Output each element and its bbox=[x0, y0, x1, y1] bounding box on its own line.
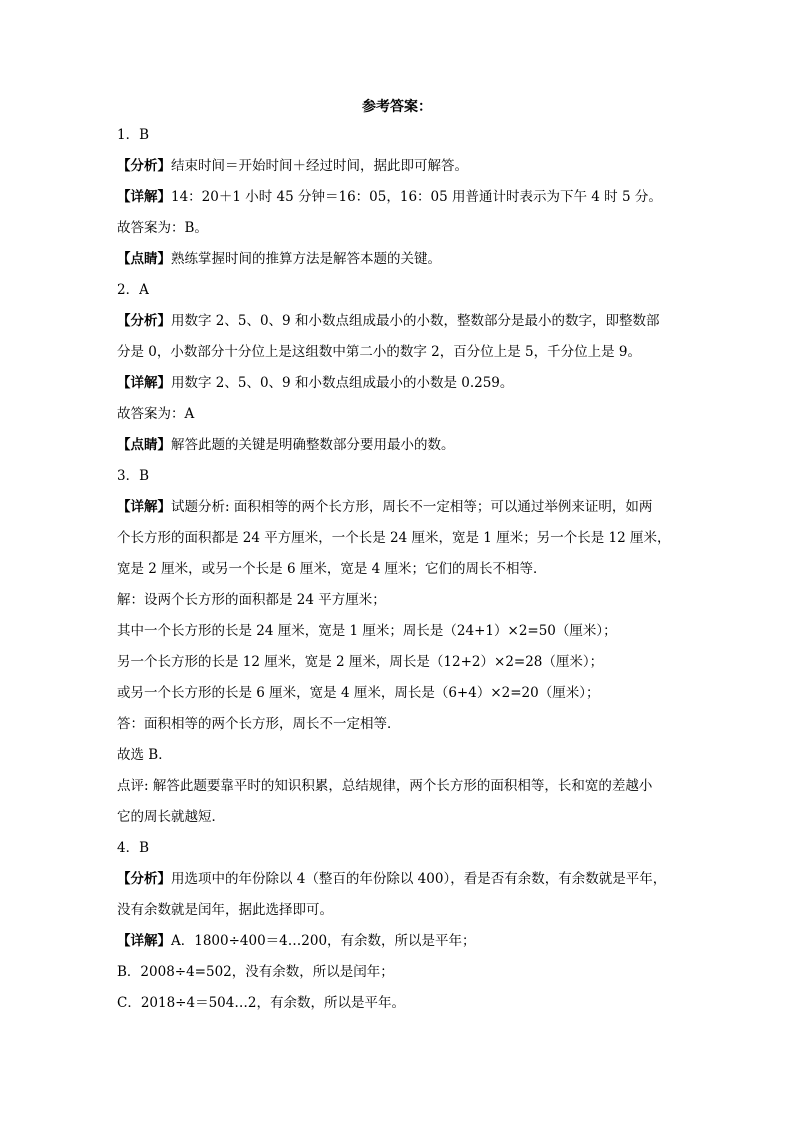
text-line bbox=[117, 430, 687, 461]
line-text: 它的周长就越短． bbox=[117, 809, 225, 825]
text-line bbox=[117, 306, 687, 337]
text-line bbox=[117, 554, 687, 585]
text-line bbox=[117, 244, 687, 275]
text-line bbox=[117, 678, 687, 709]
line-text: 点评: 解答此题要靠平时的知识积累，总结规律，两个长方形的面积相等，长和宽的差越小 bbox=[117, 778, 653, 794]
line-text: 另一个长方形的长是 12 厘米，宽是 2 厘米，周长是（12+2）×2=28（厘米）； bbox=[117, 654, 604, 670]
line-text: 个长方形的面积都是 24 平方厘米，一个长是 24 厘米，宽是 1 厘米；另一个长是 12 厘米， bbox=[117, 530, 671, 546]
section-tag: 【详解】 bbox=[117, 499, 171, 515]
text-line bbox=[117, 740, 687, 771]
section-tag: 【点睛】 bbox=[117, 437, 171, 453]
text-line bbox=[117, 895, 687, 926]
line-text: 14：20＋1 小时 45 分钟＝16：05，16：05 用普通计时表示为下午 4 时 5 分。 bbox=[171, 189, 662, 205]
line-text: 结束时间＝开始时间＋经过时间，据此即可解答。 bbox=[171, 158, 468, 174]
line-text: 试题分析: 面积相等的两个长方形，周长不一定相等；可以通过举例来证明，如两 bbox=[171, 499, 653, 515]
page-title: 参考答案： bbox=[362, 99, 432, 115]
text-line bbox=[117, 461, 687, 492]
text-line bbox=[117, 802, 687, 833]
answer-content bbox=[117, 120, 687, 1019]
text-line bbox=[117, 585, 687, 616]
text-line bbox=[117, 213, 687, 244]
text-line bbox=[117, 616, 687, 647]
line-text: 故选 B． bbox=[117, 747, 172, 763]
line-text: B．2008÷4=502，没有余数，所以是闰年； bbox=[117, 964, 394, 980]
line-text: 用数字 2、5、0、9 和小数点组成最小的小数是 0.259。 bbox=[171, 375, 514, 391]
line-text: A．1800÷400＝4…200，有余数，所以是平年； bbox=[171, 933, 476, 949]
line-text: 没有余数就是闰年，据此选择即可。 bbox=[117, 902, 333, 918]
section-tag: 【分析】 bbox=[117, 158, 171, 174]
line-text: 3．B bbox=[117, 468, 150, 484]
text-line bbox=[117, 926, 687, 957]
text-line bbox=[117, 523, 687, 554]
text-line bbox=[117, 988, 687, 1019]
section-tag: 【分析】 bbox=[117, 313, 171, 329]
text-line bbox=[117, 771, 687, 802]
line-text: 故答案为：A bbox=[117, 406, 195, 422]
section-tag: 【详解】 bbox=[117, 933, 171, 949]
section-tag: 【详解】 bbox=[117, 189, 171, 205]
text-line bbox=[117, 275, 687, 306]
section-tag: 【分析】 bbox=[117, 871, 171, 887]
line-text: 用数字 2、5、0、9 和小数点组成最小的小数，整数部分是最小的数字，即整数部 bbox=[171, 313, 660, 329]
text-line bbox=[117, 337, 687, 368]
text-line bbox=[117, 957, 687, 988]
text-line bbox=[117, 864, 687, 895]
line-text: 故答案为：B。 bbox=[117, 220, 208, 236]
line-text: 或另一个长方形的长是 6 厘米，宽是 4 厘米，周长是（6+4）×2=20（厘米）； bbox=[117, 685, 600, 701]
line-text: 1．B bbox=[117, 127, 150, 143]
text-line bbox=[117, 151, 687, 182]
section-tag: 【点睛】 bbox=[117, 251, 171, 267]
line-text: 熟练掌握时间的推算方法是解答本题的关键。 bbox=[171, 251, 441, 267]
line-text: 用选项中的年份除以 4（整百的年份除以 400），看是否有余数，有余数就是平年， bbox=[171, 871, 667, 887]
line-text: 解：设两个长方形的面积都是 24 平方厘米； bbox=[117, 592, 386, 608]
line-text: 4．B bbox=[117, 840, 150, 856]
line-text: 解答此题的关键是明确整数部分要用最小的数。 bbox=[171, 437, 455, 453]
line-text: 2．A bbox=[117, 282, 149, 298]
section-tag: 【详解】 bbox=[117, 375, 171, 391]
text-line bbox=[117, 833, 687, 864]
line-text: C．2018÷4＝504…2，有余数，所以是平年。 bbox=[117, 995, 405, 1011]
line-text: 分是 0，小数部分十分位上是这组数中第二小的数字 2，百分位上是 5，千分位上是 9。 bbox=[117, 344, 642, 360]
text-line bbox=[117, 399, 687, 430]
line-text: 其中一个长方形的长是 24 厘米，宽是 1 厘米；周长是（24+1）×2=50（厘米）； bbox=[117, 623, 617, 639]
text-line bbox=[117, 709, 687, 740]
text-line bbox=[117, 492, 687, 523]
text-line bbox=[117, 182, 687, 213]
text-line bbox=[117, 368, 687, 399]
text-line bbox=[117, 647, 687, 678]
text-line bbox=[117, 120, 687, 151]
line-text: 宽是 2 厘米，或另一个长是 6 厘米，宽是 4 厘米；它们的周长不相等． bbox=[117, 561, 547, 577]
line-text: 答：面积相等的两个长方形，周长不一定相等． bbox=[117, 716, 401, 732]
